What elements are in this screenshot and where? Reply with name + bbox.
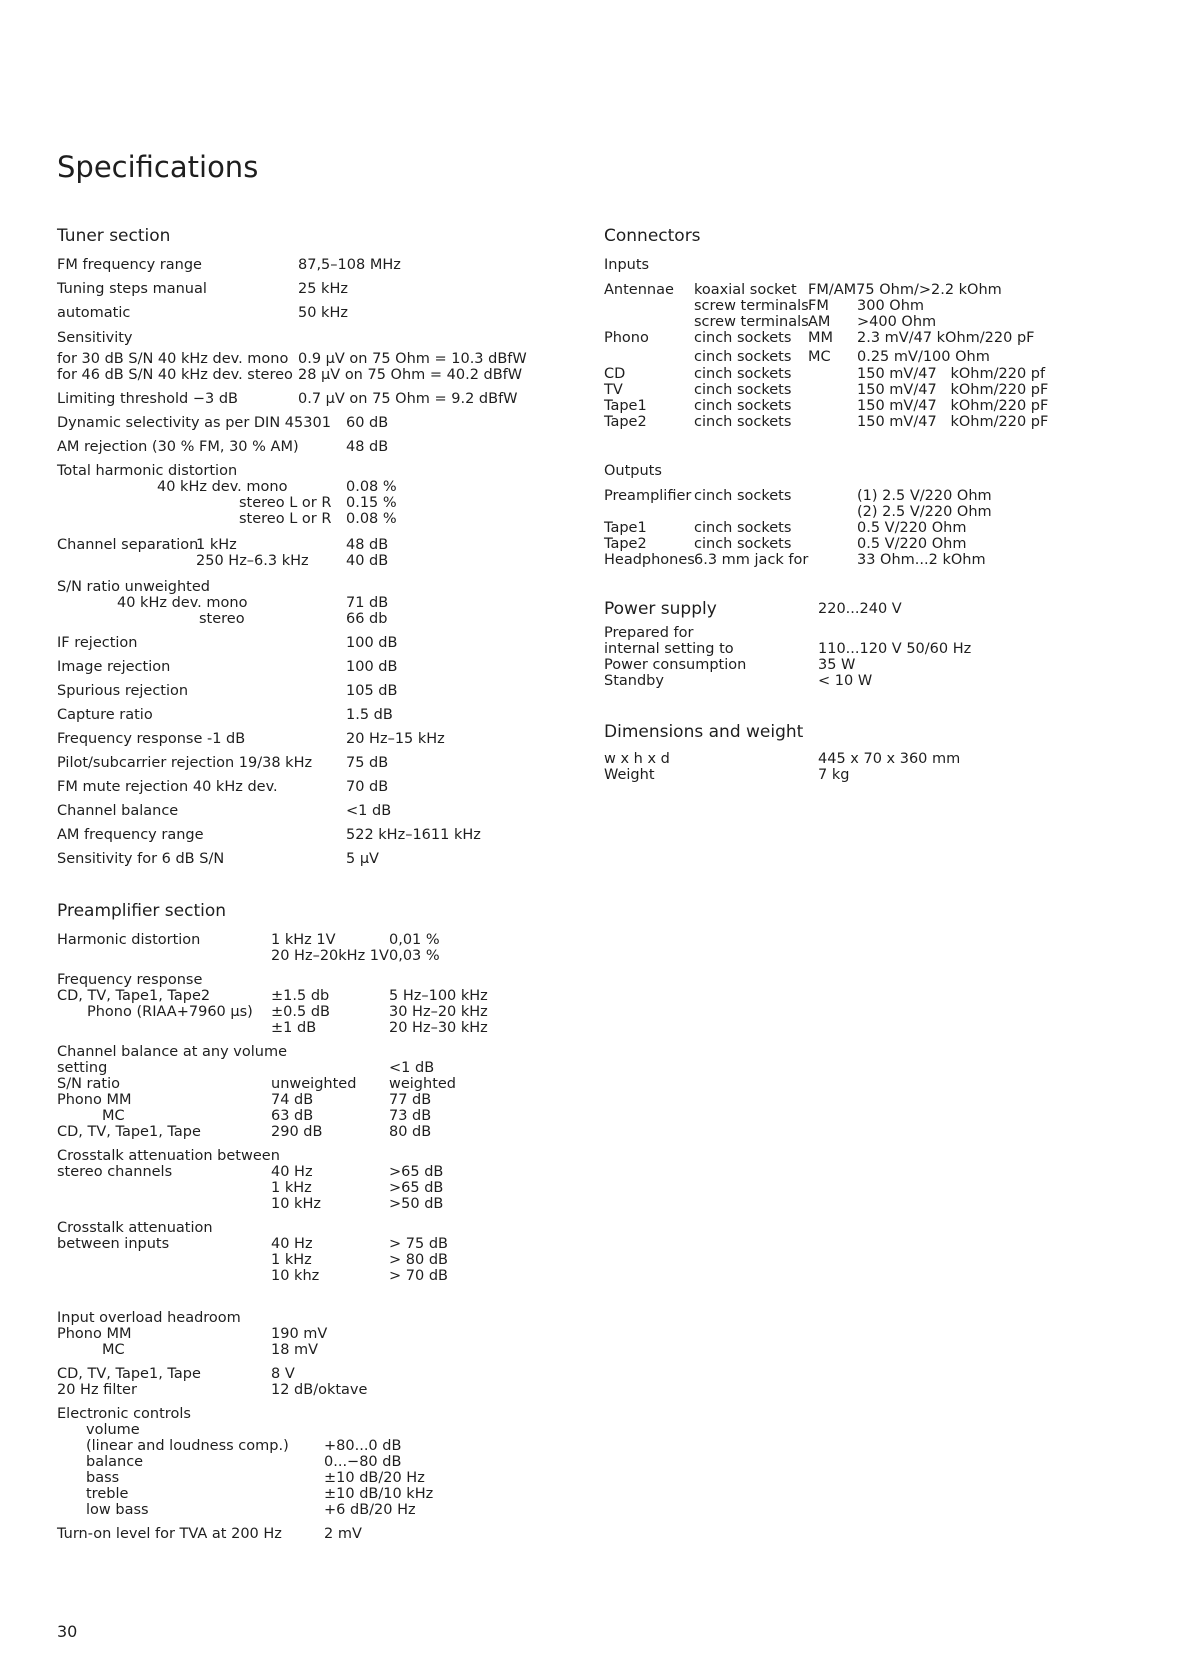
- spec-label: Channel balance at any volume: [57, 1044, 287, 1060]
- spec-value: 40 Hz: [271, 1236, 313, 1252]
- spec-label: setting: [57, 1060, 108, 1076]
- conn-band: MM: [808, 330, 834, 346]
- spec-label: Weight: [604, 767, 655, 783]
- spec-value: ±0.5 dB: [271, 1004, 330, 1020]
- conn-type: cinch sockets: [694, 398, 792, 414]
- spec-value: > 75 dB: [389, 1236, 448, 1252]
- spec-value: +80...0 dB: [324, 1438, 402, 1454]
- spec-label: Phono MM: [57, 1092, 132, 1108]
- spec-value: 66 db: [346, 611, 388, 627]
- spec-label: Turn-on level for TVA at 200 Hz: [57, 1526, 282, 1542]
- subheading-inputs: Inputs: [604, 257, 650, 273]
- spec-value: 290 dB: [271, 1124, 323, 1140]
- spec-label: stereo: [199, 611, 245, 627]
- preamp-heading: Preamplifier section: [57, 901, 227, 921]
- spec-label: for 30 dB S/N 40 kHz dev. mono: [57, 351, 289, 367]
- spec-value: 40 Hz: [271, 1164, 313, 1180]
- spec-value: 73 dB: [389, 1108, 432, 1124]
- spec-label: FM mute rejection 40 kHz dev.: [57, 779, 278, 795]
- spec-value: 71 dB: [346, 595, 389, 611]
- spec-value: 20 Hz–30 kHz: [389, 1020, 488, 1036]
- spec-value: > 80 dB: [389, 1252, 448, 1268]
- conn-type: 6.3 mm jack for: [694, 552, 809, 568]
- spec-value: 10 kHz: [271, 1196, 321, 1212]
- spec-value: 48 dB: [346, 439, 389, 455]
- spec-value: 0.15 %: [346, 495, 397, 511]
- spec-value: 18 mV: [271, 1342, 319, 1358]
- spec-value: 1.5 dB: [346, 707, 393, 723]
- power-heading: Power supply: [604, 599, 717, 619]
- conn-type: cinch sockets: [694, 349, 792, 365]
- tuner-heading: Tuner section: [57, 226, 171, 246]
- spec-value: > 70 dB: [389, 1268, 448, 1284]
- spec-label: Capture ratio: [57, 707, 153, 723]
- spec-label: bass: [86, 1470, 120, 1486]
- spec-value: 0.08 %: [346, 511, 397, 527]
- spec-label: Crosstalk attenuation: [57, 1220, 213, 1236]
- conn-value: 33 Ohm...2 kOhm: [857, 552, 986, 568]
- page-number: 30: [57, 1622, 78, 1641]
- spec-value: 0...−80 dB: [324, 1454, 402, 1470]
- conn-label: TV: [604, 382, 623, 398]
- spec-value: 48 dB: [346, 537, 389, 553]
- spec-value: 220...240 V: [818, 601, 902, 617]
- conn-label: Antennae: [604, 282, 674, 298]
- spec-value: 5 µV: [346, 851, 379, 867]
- spec-value: 50 kHz: [298, 305, 348, 321]
- conn-label: Tape1: [604, 398, 647, 414]
- conn-label: Tape1: [604, 520, 647, 536]
- spec-label: Total harmonic distortion: [57, 463, 238, 479]
- spec-label: low bass: [86, 1502, 149, 1518]
- spec-value: 40 dB: [346, 553, 389, 569]
- spec-label: 40 kHz dev. mono: [157, 479, 288, 495]
- spec-value: 190 mV: [271, 1326, 328, 1342]
- spec-value: 100 dB: [346, 659, 398, 675]
- spec-label: MC: [102, 1342, 125, 1358]
- spec-label: 250 Hz–6.3 kHz: [196, 553, 309, 569]
- conn-type: cinch sockets: [694, 536, 792, 552]
- spec-value: 7 kg: [818, 767, 850, 783]
- conn-type: cinch sockets: [694, 382, 792, 398]
- spec-value: <1 dB: [346, 803, 392, 819]
- spec-label: 20 Hz filter: [57, 1382, 137, 1398]
- subheading-outputs: Outputs: [604, 463, 662, 479]
- spec-value: < 10 W: [818, 673, 873, 689]
- spec-value: 2 mV: [324, 1526, 362, 1542]
- conn-band: FM: [808, 298, 829, 314]
- spec-value: 0,03 %: [389, 948, 440, 964]
- spec-label: Prepared for: [604, 625, 694, 641]
- conn-label: Tape2: [604, 414, 647, 430]
- spec-value: 87,5–108 MHz: [298, 257, 401, 273]
- dims-heading: Dimensions and weight: [604, 722, 804, 742]
- spec-value: 8 V: [271, 1366, 295, 1382]
- conn-value: FM/AM75 Ohm/>2.2 kOhm: [808, 282, 1002, 298]
- spec-label: Phono (RIAA+7960 µs): [87, 1004, 253, 1020]
- spec-label: 40 kHz dev. mono: [117, 595, 248, 611]
- spec-label: Harmonic distortion: [57, 932, 201, 948]
- spec-label: Limiting threshold −3 dB: [57, 391, 239, 407]
- conn-type: screw terminals: [694, 298, 809, 314]
- conn-type: cinch sockets: [694, 330, 792, 346]
- spec-label: Input overload headroom: [57, 1310, 241, 1326]
- spec-value: 1 kHz 1V: [271, 932, 336, 948]
- spec-label: Electronic controls: [57, 1406, 191, 1422]
- spec-label: balance: [86, 1454, 144, 1470]
- spec-value: >50 dB: [389, 1196, 444, 1212]
- conn-value: 150 mV/47 kOhm/220 pf: [857, 366, 1046, 382]
- spec-value: 20 Hz–20kHz 1V: [271, 948, 389, 964]
- conn-band: MC: [808, 349, 831, 365]
- spec-label: Frequency response -1 dB: [57, 731, 246, 747]
- conn-value: (2) 2.5 V/220 Ohm: [857, 504, 992, 520]
- conn-label: Phono: [604, 330, 649, 346]
- spec-value: +6 dB/20 Hz: [324, 1502, 416, 1518]
- spec-value: ±10 dB/10 kHz: [324, 1486, 434, 1502]
- spec-value: 70 dB: [346, 779, 389, 795]
- conn-value: 300 Ohm: [857, 298, 925, 314]
- conn-type: koaxial socket: [694, 282, 797, 298]
- spec-label: Crosstalk attenuation between: [57, 1148, 280, 1164]
- spec-value: 0.08 %: [346, 479, 397, 495]
- spec-label: Standby: [604, 673, 664, 689]
- spec-label: S/N ratio unweighted: [57, 579, 210, 595]
- conn-type: cinch sockets: [694, 520, 792, 536]
- spec-label: Image rejection: [57, 659, 171, 675]
- spec-label: Channel separation: [57, 537, 199, 553]
- spec-value: 0.7 µV on 75 Ohm = 9.2 dBfW: [298, 391, 518, 407]
- spec-label: automatic: [57, 305, 131, 321]
- spec-value: 1 kHz: [271, 1180, 312, 1196]
- spec-value: 110...120 V 50/60 Hz: [818, 641, 972, 657]
- spec-label: for 46 dB S/N 40 kHz dev. stereo: [57, 367, 293, 383]
- spec-label: volume: [86, 1422, 140, 1438]
- conn-label: Headphones: [604, 552, 695, 568]
- conn-band: AM: [808, 314, 831, 330]
- spec-label: S/N ratio: [57, 1076, 120, 1092]
- spec-label: MC: [102, 1108, 125, 1124]
- spec-value: 63 dB: [271, 1108, 314, 1124]
- spec-label: treble: [86, 1486, 129, 1502]
- spec-value: 35 W: [818, 657, 856, 673]
- spec-label: Power consumption: [604, 657, 747, 673]
- spec-label: Sensitivity for 6 dB S/N: [57, 851, 225, 867]
- spec-label: Sensitivity: [57, 330, 133, 346]
- conn-label: Tape2: [604, 536, 647, 552]
- conn-value: 150 mV/47 kOhm/220 pF: [857, 414, 1049, 430]
- spec-value: ±10 dB/20 Hz: [324, 1470, 425, 1486]
- conn-value: 2.3 mV/47 kOhm/220 pF: [857, 330, 1035, 346]
- spec-value: 75 dB: [346, 755, 389, 771]
- spec-value: >65 dB: [389, 1164, 444, 1180]
- conn-type: cinch sockets: [694, 366, 792, 382]
- spec-value: ±1.5 db: [271, 988, 330, 1004]
- spec-label: stereo L or R: [239, 511, 332, 527]
- page-title: Specifications: [57, 150, 259, 184]
- spec-label: stereo channels: [57, 1164, 173, 1180]
- spec-label: AM frequency range: [57, 827, 204, 843]
- spec-value: 445 x 70 x 360 mm: [818, 751, 961, 767]
- spec-label: Tuning steps manual: [57, 281, 207, 297]
- spec-value: 105 dB: [346, 683, 398, 699]
- spec-value: 25 kHz: [298, 281, 348, 297]
- spec-value: 60 dB: [346, 415, 389, 431]
- conn-label: Preamplifier: [604, 488, 692, 504]
- spec-value: 522 kHz–1611 kHz: [346, 827, 481, 843]
- spec-value: 1 kHz: [271, 1252, 312, 1268]
- conn-value: 150 mV/47 kOhm/220 pF: [857, 398, 1049, 414]
- spec-label: between inputs: [57, 1236, 170, 1252]
- spec-label: stereo L or R: [239, 495, 332, 511]
- spec-label: CD, TV, Tape1, Tape: [57, 1366, 201, 1382]
- spec-label: w x h x d: [604, 751, 670, 767]
- conn-value: 150 mV/47 kOhm/220 pF: [857, 382, 1049, 398]
- spec-value: unweighted: [271, 1076, 357, 1092]
- spec-value: 30 Hz–20 kHz: [389, 1004, 488, 1020]
- spec-label: Pilot/subcarrier rejection 19/38 kHz: [57, 755, 313, 771]
- spec-value: 12 dB/oktave: [271, 1382, 368, 1398]
- spec-label: Dynamic selectivity as per DIN 45301: [57, 415, 331, 431]
- spec-label: (linear and loudness comp.): [86, 1438, 289, 1454]
- spec-label: internal setting to: [604, 641, 734, 657]
- conn-type: screw terminals: [694, 314, 809, 330]
- spec-value: 80 dB: [389, 1124, 432, 1140]
- spec-value: 10 khz: [271, 1268, 320, 1284]
- spec-label: Frequency response: [57, 972, 203, 988]
- connectors-heading: Connectors: [604, 226, 701, 246]
- spec-value: 20 Hz–15 kHz: [346, 731, 445, 747]
- spec-label: 1 kHz: [196, 537, 237, 553]
- spec-value: ±1 dB: [271, 1020, 317, 1036]
- spec-value: 77 dB: [389, 1092, 432, 1108]
- conn-label: CD: [604, 366, 626, 382]
- spec-value: 0.9 µV on 75 Ohm = 10.3 dBfW: [298, 351, 527, 367]
- spec-value: 74 dB: [271, 1092, 314, 1108]
- spec-value: 100 dB: [346, 635, 398, 651]
- spec-label: AM rejection (30 % FM, 30 % AM): [57, 439, 299, 455]
- spec-label: Channel balance: [57, 803, 179, 819]
- spec-value: 28 µV on 75 Ohm = 40.2 dBfW: [298, 367, 523, 383]
- conn-type: cinch sockets: [694, 414, 792, 430]
- spec-label: FM frequency range: [57, 257, 202, 273]
- spec-value: 0,01 %: [389, 932, 440, 948]
- conn-value: 0.5 V/220 Ohm: [857, 520, 967, 536]
- conn-value: 0.5 V/220 Ohm: [857, 536, 967, 552]
- conn-value: >400 Ohm: [857, 314, 937, 330]
- spec-label: Phono MM: [57, 1326, 132, 1342]
- spec-value: 5 Hz–100 kHz: [389, 988, 488, 1004]
- spec-label: Spurious rejection: [57, 683, 189, 699]
- spec-value: >65 dB: [389, 1180, 444, 1196]
- spec-label: IF rejection: [57, 635, 138, 651]
- spec-value: <1 dB: [389, 1060, 435, 1076]
- conn-value: (1) 2.5 V/220 Ohm: [857, 488, 992, 504]
- spec-value: weighted: [389, 1076, 457, 1092]
- spec-label: CD, TV, Tape1, Tape2: [57, 988, 211, 1004]
- spec-label: CD, TV, Tape1, Tape: [57, 1124, 201, 1140]
- conn-type: cinch sockets: [694, 488, 792, 504]
- conn-value: 0.25 mV/100 Ohm: [857, 349, 990, 365]
